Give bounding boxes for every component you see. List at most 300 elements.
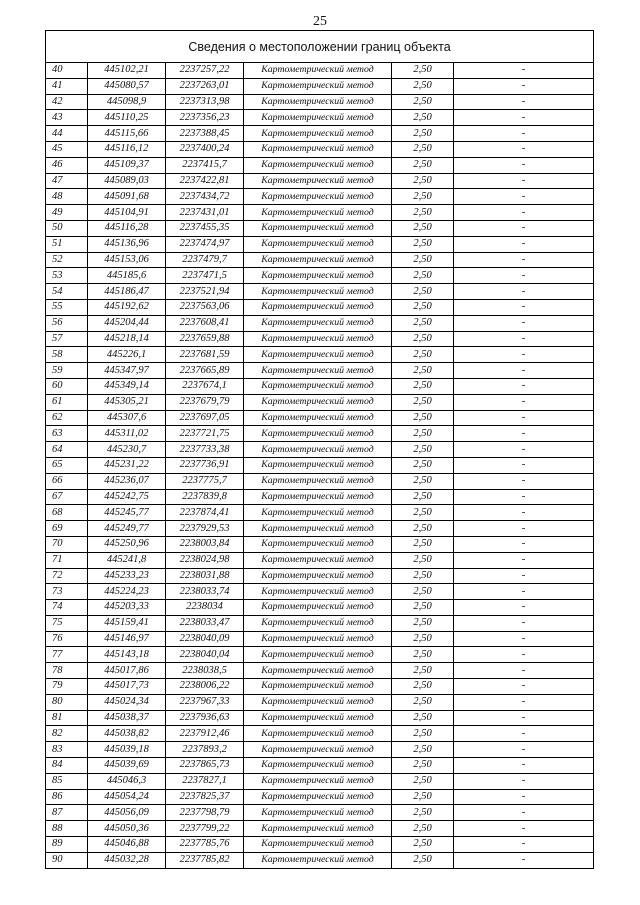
x-coordinate-cell: 445098,9 — [88, 94, 166, 110]
table-row — [46, 837, 594, 853]
point-number-cell: 50 — [46, 220, 88, 236]
method-cell: Картометрический метод — [244, 173, 392, 189]
x-coordinate-cell: 445038,82 — [88, 726, 166, 742]
x-coordinate-cell: 445245,77 — [88, 505, 166, 521]
point-number-cell: 43 — [46, 110, 88, 126]
method-cell: Картометрический метод — [244, 394, 392, 410]
description-cell: - — [454, 205, 594, 221]
method-cell: Картометрический метод — [244, 110, 392, 126]
point-number-cell: 62 — [46, 410, 88, 426]
accuracy-cell: 2,50 — [392, 742, 454, 758]
accuracy-cell: 2,50 — [392, 773, 454, 789]
point-number-cell: 69 — [46, 521, 88, 537]
method-cell: Картометрический метод — [244, 521, 392, 537]
description-cell: - — [454, 236, 594, 252]
description-cell: - — [454, 837, 594, 853]
x-coordinate-cell: 445311,02 — [88, 426, 166, 442]
y-coordinate-cell: 2237827,1 — [166, 773, 244, 789]
y-coordinate-cell: 2237665,89 — [166, 363, 244, 379]
point-number-cell: 53 — [46, 268, 88, 284]
description-cell: - — [454, 410, 594, 426]
description-cell: - — [454, 473, 594, 489]
method-cell: Картометрический метод — [244, 378, 392, 394]
table-row — [46, 631, 594, 647]
table-row — [46, 679, 594, 695]
y-coordinate-cell: 2237785,82 — [166, 852, 244, 868]
point-number-cell: 59 — [46, 363, 88, 379]
method-cell: Картометрический метод — [244, 536, 392, 552]
method-cell: Картометрический метод — [244, 805, 392, 821]
point-number-cell: 81 — [46, 710, 88, 726]
table-body — [46, 63, 594, 869]
method-cell: Картометрический метод — [244, 78, 392, 94]
point-number-cell: 58 — [46, 347, 88, 363]
point-number-cell: 83 — [46, 742, 88, 758]
table-row — [46, 647, 594, 663]
x-coordinate-cell: 445102,21 — [88, 63, 166, 79]
point-number-cell: 46 — [46, 157, 88, 173]
accuracy-cell: 2,50 — [392, 647, 454, 663]
method-cell: Картометрический метод — [244, 457, 392, 473]
method-cell: Картометрический метод — [244, 94, 392, 110]
y-coordinate-cell: 2237415,7 — [166, 157, 244, 173]
description-cell: - — [454, 299, 594, 315]
x-coordinate-cell: 445110,25 — [88, 110, 166, 126]
point-number-cell: 40 — [46, 63, 88, 79]
table-row — [46, 773, 594, 789]
description-cell: - — [454, 394, 594, 410]
method-cell: Картометрический метод — [244, 331, 392, 347]
table-row — [46, 489, 594, 505]
method-cell: Картометрический метод — [244, 489, 392, 505]
description-cell: - — [454, 852, 594, 868]
y-coordinate-cell: 2237825,37 — [166, 789, 244, 805]
y-coordinate-cell: 2237356,23 — [166, 110, 244, 126]
description-cell: - — [454, 600, 594, 616]
accuracy-cell: 2,50 — [392, 189, 454, 205]
y-coordinate-cell: 2237659,88 — [166, 331, 244, 347]
table-row — [46, 284, 594, 300]
accuracy-cell: 2,50 — [392, 615, 454, 631]
accuracy-cell: 2,50 — [392, 236, 454, 252]
description-cell: - — [454, 284, 594, 300]
accuracy-cell: 2,50 — [392, 710, 454, 726]
y-coordinate-cell: 2237798,79 — [166, 805, 244, 821]
page-number: 25 — [313, 14, 327, 29]
y-coordinate-cell: 2237874,41 — [166, 505, 244, 521]
x-coordinate-cell: 445039,18 — [88, 742, 166, 758]
method-cell: Картометрический метод — [244, 426, 392, 442]
x-coordinate-cell: 445024,34 — [88, 694, 166, 710]
x-coordinate-cell: 445091,68 — [88, 189, 166, 205]
accuracy-cell: 2,50 — [392, 584, 454, 600]
x-coordinate-cell: 445241,8 — [88, 552, 166, 568]
accuracy-cell: 2,50 — [392, 78, 454, 94]
method-cell: Картометрический метод — [244, 773, 392, 789]
method-cell: Картометрический метод — [244, 821, 392, 837]
point-number-cell: 60 — [46, 378, 88, 394]
description-cell: - — [454, 268, 594, 284]
point-number-cell: 49 — [46, 205, 88, 221]
table-row — [46, 552, 594, 568]
x-coordinate-cell: 445116,28 — [88, 220, 166, 236]
method-cell: Картометрический метод — [244, 189, 392, 205]
description-cell: - — [454, 126, 594, 142]
y-coordinate-cell: 2237721,75 — [166, 426, 244, 442]
x-coordinate-cell: 445116,12 — [88, 141, 166, 157]
accuracy-cell: 2,50 — [392, 347, 454, 363]
point-number-cell: 74 — [46, 600, 88, 616]
y-coordinate-cell: 2238040,04 — [166, 647, 244, 663]
accuracy-cell: 2,50 — [392, 521, 454, 537]
x-coordinate-cell: 445226,1 — [88, 347, 166, 363]
point-number-cell: 52 — [46, 252, 88, 268]
accuracy-cell: 2,50 — [392, 394, 454, 410]
point-number-cell: 64 — [46, 442, 88, 458]
point-number-cell: 41 — [46, 78, 88, 94]
point-number-cell: 76 — [46, 631, 88, 647]
table-row — [46, 189, 594, 205]
description-cell: - — [454, 821, 594, 837]
accuracy-cell: 2,50 — [392, 284, 454, 300]
x-coordinate-cell: 445104,91 — [88, 205, 166, 221]
accuracy-cell: 2,50 — [392, 268, 454, 284]
y-coordinate-cell: 2238031,88 — [166, 568, 244, 584]
y-coordinate-cell: 2237775,7 — [166, 473, 244, 489]
method-cell: Картометрический метод — [244, 442, 392, 458]
x-coordinate-cell: 445089,03 — [88, 173, 166, 189]
point-number-cell: 80 — [46, 694, 88, 710]
accuracy-cell: 2,50 — [392, 363, 454, 379]
x-coordinate-cell: 445054,24 — [88, 789, 166, 805]
x-coordinate-cell: 445056,09 — [88, 805, 166, 821]
table-row — [46, 315, 594, 331]
table-row — [46, 363, 594, 379]
description-cell: - — [454, 141, 594, 157]
description-cell: - — [454, 694, 594, 710]
x-coordinate-cell: 445224,23 — [88, 584, 166, 600]
y-coordinate-cell: 2237674,1 — [166, 378, 244, 394]
y-coordinate-cell: 2237422,81 — [166, 173, 244, 189]
method-cell: Картометрический метод — [244, 220, 392, 236]
method-cell: Картометрический метод — [244, 284, 392, 300]
accuracy-cell: 2,50 — [392, 442, 454, 458]
description-cell: - — [454, 552, 594, 568]
table-row — [46, 78, 594, 94]
accuracy-cell: 2,50 — [392, 220, 454, 236]
y-coordinate-cell: 2237785,76 — [166, 837, 244, 853]
table-row — [46, 758, 594, 774]
y-coordinate-cell: 2237263,01 — [166, 78, 244, 94]
x-coordinate-cell: 445039,69 — [88, 758, 166, 774]
table-row — [46, 236, 594, 252]
y-coordinate-cell: 2237563,06 — [166, 299, 244, 315]
method-cell: Картометрический метод — [244, 63, 392, 79]
method-cell: Картометрический метод — [244, 742, 392, 758]
y-coordinate-cell: 2237839,8 — [166, 489, 244, 505]
description-cell: - — [454, 742, 594, 758]
description-cell: - — [454, 615, 594, 631]
method-cell: Картометрический метод — [244, 647, 392, 663]
description-cell: - — [454, 536, 594, 552]
method-cell: Картометрический метод — [244, 252, 392, 268]
accuracy-cell: 2,50 — [392, 426, 454, 442]
description-cell: - — [454, 758, 594, 774]
y-coordinate-cell: 2237967,33 — [166, 694, 244, 710]
accuracy-cell: 2,50 — [392, 331, 454, 347]
point-number-cell: 73 — [46, 584, 88, 600]
table-row — [46, 299, 594, 315]
method-cell: Картометрический метод — [244, 758, 392, 774]
y-coordinate-cell: 2238038,5 — [166, 663, 244, 679]
x-coordinate-cell: 445203,33 — [88, 600, 166, 616]
description-cell: - — [454, 252, 594, 268]
description-cell: - — [454, 505, 594, 521]
table-row — [46, 852, 594, 868]
table-row — [46, 663, 594, 679]
method-cell: Картометрический метод — [244, 615, 392, 631]
y-coordinate-cell: 2238033,47 — [166, 615, 244, 631]
table-row — [46, 584, 594, 600]
point-number-cell: 70 — [46, 536, 88, 552]
description-cell: - — [454, 726, 594, 742]
y-coordinate-cell: 2238006,22 — [166, 679, 244, 695]
y-coordinate-cell: 2237681,59 — [166, 347, 244, 363]
accuracy-cell: 2,50 — [392, 552, 454, 568]
table-row — [46, 505, 594, 521]
method-cell: Картометрический метод — [244, 837, 392, 853]
x-coordinate-cell: 445236,07 — [88, 473, 166, 489]
description-cell: - — [454, 157, 594, 173]
x-coordinate-cell: 445231,22 — [88, 457, 166, 473]
x-coordinate-cell: 445038,37 — [88, 710, 166, 726]
accuracy-cell: 2,50 — [392, 726, 454, 742]
point-number-cell: 51 — [46, 236, 88, 252]
point-number-cell: 42 — [46, 94, 88, 110]
description-cell: - — [454, 489, 594, 505]
y-coordinate-cell: 2237733,38 — [166, 442, 244, 458]
point-number-cell: 57 — [46, 331, 88, 347]
table-row — [46, 410, 594, 426]
description-cell: - — [454, 347, 594, 363]
point-number-cell: 85 — [46, 773, 88, 789]
accuracy-cell: 2,50 — [392, 758, 454, 774]
method-cell: Картометрический метод — [244, 205, 392, 221]
y-coordinate-cell: 2238003,84 — [166, 536, 244, 552]
y-coordinate-cell: 2238033,74 — [166, 584, 244, 600]
table-row — [46, 710, 594, 726]
y-coordinate-cell: 2237893,2 — [166, 742, 244, 758]
x-coordinate-cell: 445109,37 — [88, 157, 166, 173]
description-cell: - — [454, 710, 594, 726]
x-coordinate-cell: 445159,41 — [88, 615, 166, 631]
x-coordinate-cell: 445115,66 — [88, 126, 166, 142]
point-number-cell: 79 — [46, 679, 88, 695]
accuracy-cell: 2,50 — [392, 126, 454, 142]
point-number-cell: 72 — [46, 568, 88, 584]
x-coordinate-cell: 445080,57 — [88, 78, 166, 94]
point-number-cell: 77 — [46, 647, 88, 663]
description-cell: - — [454, 331, 594, 347]
x-coordinate-cell: 445050,36 — [88, 821, 166, 837]
y-coordinate-cell: 2237929,53 — [166, 521, 244, 537]
y-coordinate-cell: 2237912,46 — [166, 726, 244, 742]
x-coordinate-cell: 445143,18 — [88, 647, 166, 663]
y-coordinate-cell: 2237257,22 — [166, 63, 244, 79]
x-coordinate-cell: 445204,44 — [88, 315, 166, 331]
table-row — [46, 331, 594, 347]
y-coordinate-cell: 2237697,05 — [166, 410, 244, 426]
x-coordinate-cell: 445046,88 — [88, 837, 166, 853]
accuracy-cell: 2,50 — [392, 679, 454, 695]
accuracy-cell: 2,50 — [392, 205, 454, 221]
description-cell: - — [454, 568, 594, 584]
point-number-cell: 71 — [46, 552, 88, 568]
accuracy-cell: 2,50 — [392, 410, 454, 426]
y-coordinate-cell: 2237313,98 — [166, 94, 244, 110]
point-number-cell: 63 — [46, 426, 88, 442]
x-coordinate-cell: 445185,6 — [88, 268, 166, 284]
description-cell: - — [454, 773, 594, 789]
table-row — [46, 347, 594, 363]
description-cell: - — [454, 94, 594, 110]
point-number-cell: 67 — [46, 489, 88, 505]
description-cell: - — [454, 110, 594, 126]
method-cell: Картометрический метод — [244, 347, 392, 363]
x-coordinate-cell: 445230,7 — [88, 442, 166, 458]
method-cell: Картометрический метод — [244, 157, 392, 173]
accuracy-cell: 2,50 — [392, 568, 454, 584]
accuracy-cell: 2,50 — [392, 536, 454, 552]
x-coordinate-cell: 445218,14 — [88, 331, 166, 347]
point-number-cell: 84 — [46, 758, 88, 774]
accuracy-cell: 2,50 — [392, 837, 454, 853]
table-row — [46, 394, 594, 410]
description-cell: - — [454, 679, 594, 695]
table-row — [46, 173, 594, 189]
x-coordinate-cell: 445136,96 — [88, 236, 166, 252]
table-row — [46, 694, 594, 710]
method-cell: Картометрический метод — [244, 141, 392, 157]
method-cell: Картометрический метод — [244, 694, 392, 710]
table-row — [46, 426, 594, 442]
point-number-cell: 65 — [46, 457, 88, 473]
description-cell: - — [454, 663, 594, 679]
description-cell: - — [454, 426, 594, 442]
method-cell: Картометрический метод — [244, 299, 392, 315]
y-coordinate-cell: 2237455,35 — [166, 220, 244, 236]
method-cell: Картометрический метод — [244, 631, 392, 647]
y-coordinate-cell: 2237434,72 — [166, 189, 244, 205]
x-coordinate-cell: 445249,77 — [88, 521, 166, 537]
table-row — [46, 110, 594, 126]
method-cell: Картометрический метод — [244, 473, 392, 489]
table-row — [46, 141, 594, 157]
method-cell: Картометрический метод — [244, 679, 392, 695]
method-cell: Картометрический метод — [244, 852, 392, 868]
point-number-cell: 56 — [46, 315, 88, 331]
boundary-table-sheet — [45, 30, 593, 869]
accuracy-cell: 2,50 — [392, 631, 454, 647]
method-cell: Картометрический метод — [244, 600, 392, 616]
x-coordinate-cell: 445032,28 — [88, 852, 166, 868]
description-cell: - — [454, 315, 594, 331]
y-coordinate-cell: 2237479,7 — [166, 252, 244, 268]
point-number-cell: 54 — [46, 284, 88, 300]
description-cell: - — [454, 189, 594, 205]
accuracy-cell: 2,50 — [392, 473, 454, 489]
description-cell: - — [454, 63, 594, 79]
table-row — [46, 94, 594, 110]
table-row — [46, 521, 594, 537]
description-cell: - — [454, 457, 594, 473]
table-row — [46, 726, 594, 742]
accuracy-cell: 2,50 — [392, 694, 454, 710]
x-coordinate-cell: 445017,86 — [88, 663, 166, 679]
method-cell: Картометрический метод — [244, 552, 392, 568]
point-number-cell: 47 — [46, 173, 88, 189]
description-cell: - — [454, 805, 594, 821]
accuracy-cell: 2,50 — [392, 173, 454, 189]
x-coordinate-cell: 445307,6 — [88, 410, 166, 426]
y-coordinate-cell: 2237471,5 — [166, 268, 244, 284]
accuracy-cell: 2,50 — [392, 852, 454, 868]
point-number-cell: 88 — [46, 821, 88, 837]
table-row — [46, 473, 594, 489]
point-number-cell: 55 — [46, 299, 88, 315]
point-number-cell: 44 — [46, 126, 88, 142]
y-coordinate-cell: 2237388,45 — [166, 126, 244, 142]
table-row — [46, 742, 594, 758]
method-cell: Картометрический метод — [244, 584, 392, 600]
description-cell: - — [454, 363, 594, 379]
point-number-cell: 82 — [46, 726, 88, 742]
point-number-cell: 68 — [46, 505, 88, 521]
y-coordinate-cell: 2237799,22 — [166, 821, 244, 837]
accuracy-cell: 2,50 — [392, 805, 454, 821]
method-cell: Картометрический метод — [244, 268, 392, 284]
accuracy-cell: 2,50 — [392, 457, 454, 473]
accuracy-cell: 2,50 — [392, 299, 454, 315]
description-cell: - — [454, 584, 594, 600]
x-coordinate-cell: 445242,75 — [88, 489, 166, 505]
y-coordinate-cell: 2237936,63 — [166, 710, 244, 726]
y-coordinate-cell: 2238024,98 — [166, 552, 244, 568]
x-coordinate-cell: 445046,3 — [88, 773, 166, 789]
accuracy-cell: 2,50 — [392, 378, 454, 394]
accuracy-cell: 2,50 — [392, 821, 454, 837]
point-number-cell: 78 — [46, 663, 88, 679]
accuracy-cell: 2,50 — [392, 110, 454, 126]
x-coordinate-cell: 445192,62 — [88, 299, 166, 315]
description-cell: - — [454, 789, 594, 805]
method-cell: Картометрический метод — [244, 505, 392, 521]
table-row — [46, 220, 594, 236]
point-number-cell: 61 — [46, 394, 88, 410]
method-cell: Картометрический метод — [244, 663, 392, 679]
method-cell: Картометрический метод — [244, 410, 392, 426]
description-cell: - — [454, 78, 594, 94]
description-cell: - — [454, 442, 594, 458]
point-number-cell: 66 — [46, 473, 88, 489]
table-row — [46, 789, 594, 805]
accuracy-cell: 2,50 — [392, 789, 454, 805]
x-coordinate-cell: 445349,14 — [88, 378, 166, 394]
point-number-cell: 87 — [46, 805, 88, 821]
description-cell: - — [454, 521, 594, 537]
method-cell: Картометрический метод — [244, 126, 392, 142]
table-row — [46, 442, 594, 458]
